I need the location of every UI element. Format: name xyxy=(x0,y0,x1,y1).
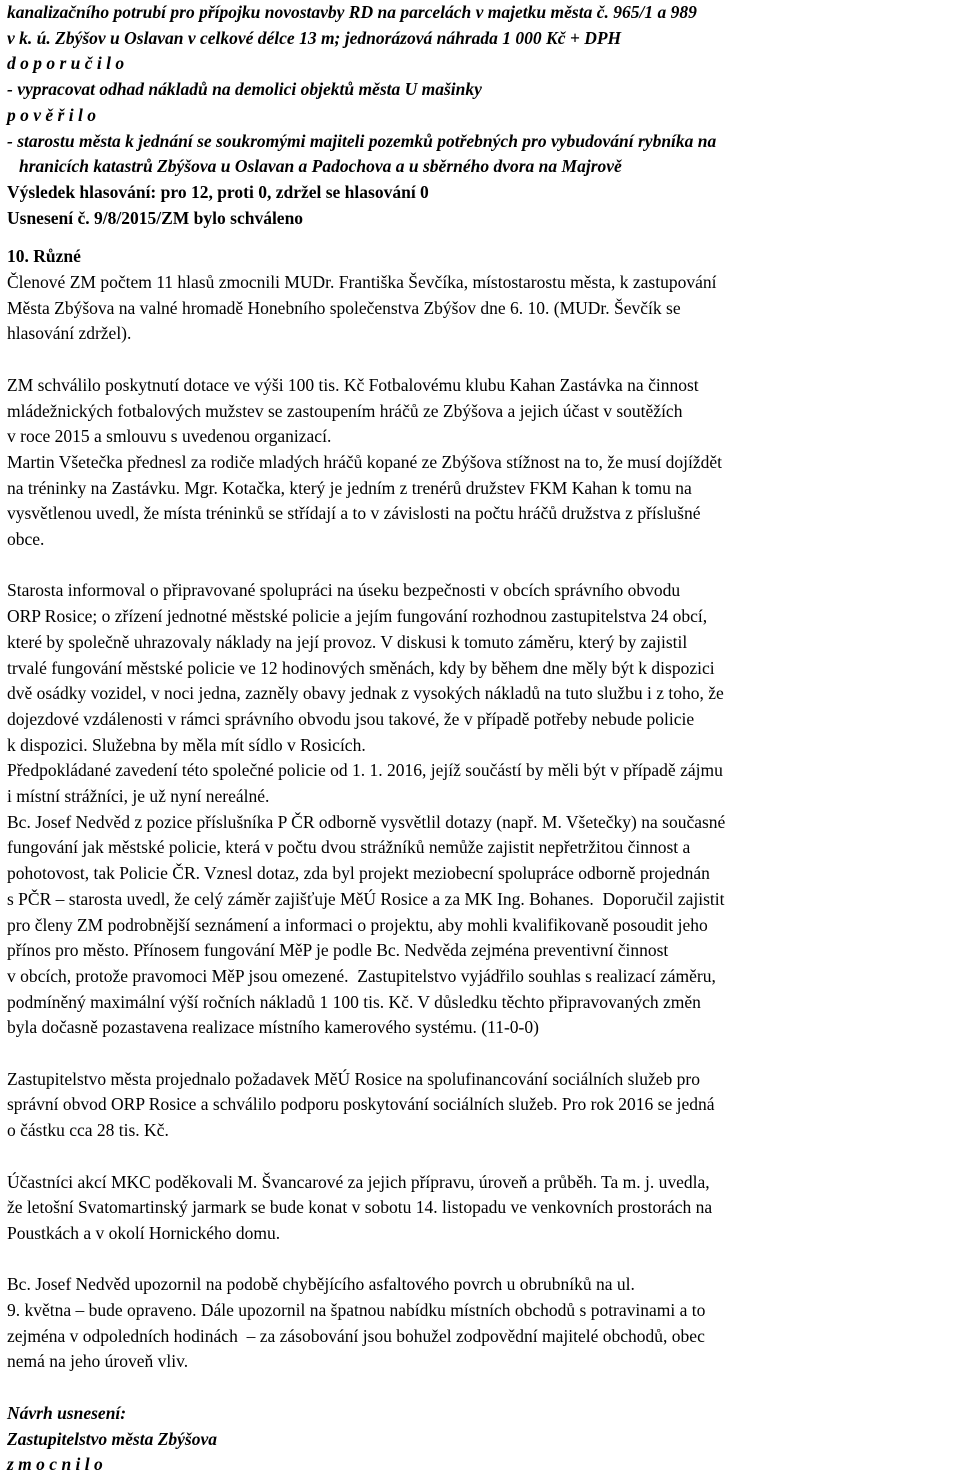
text-line: vysvětlenou uvedl, že místa tréninků se střídají a to v závislosti na počtu hráčů družstva z příslušné xyxy=(7,503,701,524)
intro-line: - starostu města k jednání se soukromými majiteli pozemků potřebných pro vybudování rybníka na xyxy=(7,130,717,151)
text-line: mládežnických fotbalových mužstev se zastoupením hráčů ze Zbýšova a jejich účast v soutěžích xyxy=(7,400,683,421)
text-line: správní obvod ORP Rosice a schválilo podporu poskytování sociálních služeb. Pro rok 2016 se jedná xyxy=(7,1094,715,1115)
text-line: dvě osádky vozidel, v noci jedna, zazněly obavy jednak z vysokých nákladů na tuto službu i z toho, že xyxy=(7,683,724,704)
resolution-proposal xyxy=(7,1401,955,1478)
text-line: fungování jak městské policie, která v počtu dvou strážníků nemůže zajistit nepřetržitou činnost a xyxy=(7,837,691,858)
paragraph xyxy=(7,578,955,1041)
text-line: Bc. Josef Nedvěd z pozice příslušníka P ČR odborně vysvětlil dotazy (např. M. Všetečky) na současné xyxy=(7,811,726,832)
text-line: Martin Všetečka přednesl za rodiče mladých hráčů kopané ze Zbýšova stížnost na to, že musí dojíždět xyxy=(7,451,722,472)
paragraph xyxy=(7,1170,955,1247)
text-line: ZM schválilo poskytnutí dotace ve výši 100 tis. Kč Fotbalovému klubu Kahan Zastávka na činnost xyxy=(7,374,699,395)
text-line: v roce 2015 a smlouvu s uvedenou organizací. xyxy=(7,426,332,447)
text-line: Členové ZM počtem 11 hlasů zmocnili MUDr. Františka Ševčíka, místostarostu města, k zastupování xyxy=(7,272,717,293)
intro-line: d o p o r u č i l o xyxy=(7,53,125,74)
text-line: nemá na jeho úroveň vliv. xyxy=(7,1351,189,1372)
text-line: které by společně uhrazovaly náklady na její provoz. V diskusi k tomuto záměru, který by zajistil xyxy=(7,631,688,652)
text-line: Předpokládané zavedení této společné policie od 1. 1. 2016, jejíž součástí by měli být v případě zájmu xyxy=(7,760,723,781)
text-line: na tréninky na Zastávku. Mgr. Kotačka, který je jedním z trenérů družstev FKM Kahan k tomu na xyxy=(7,477,692,498)
spacer xyxy=(7,347,955,373)
proposal-subject: Zastupitelstvo města Zbýšova xyxy=(7,1428,217,1449)
text-line: že letošní Svatomartinský jarmark se bude konat v sobotu 14. listopadu ve venkovních prostorách na xyxy=(7,1197,713,1218)
text-line: podmíněný maximální výší ročních nákladů 1 100 tis. Kč. V důsledku těchto připravovaných změn xyxy=(7,991,701,1012)
text-line: Města Zbýšova na valné hromadě Honebního společenstva Zbýšov dne 6. 10. (MUDr. Ševčík se xyxy=(7,297,681,318)
spacer xyxy=(7,1144,955,1170)
intro-line: kanalizačního potrubí pro přípojku novostavby RD na parcelách v majetku města č. 965/1 a 989 xyxy=(7,2,697,22)
intro-block xyxy=(7,0,955,180)
text-line: Poustkách a v okolí Hornického domu. xyxy=(7,1222,281,1243)
text-line: ORP Rosice; o zřízení jednotné městské policie a jejím fungování rozhodnou zastupitelstva 24 obcí, xyxy=(7,606,708,627)
proposal-heading: Návrh usnesení: xyxy=(7,1402,127,1423)
text-line: Starosta informoval o připravované spolupráci na úseku bezpečnosti v obcích správního obvodu xyxy=(7,580,681,601)
text-line: pohotovost, tak Policie ČR. Vznesl dotaz, zda byl projekt meziobecní spolupráce odborně projednán xyxy=(7,863,710,884)
text-line: s PČR – starosta uvedl, že celý záměr zajišťuje MěÚ Rosice a za MK Ing. Bohanes. Doporučil zajistit xyxy=(7,888,725,909)
text-line: pro členy ZM podrobnější seznámení a informaci o projektu, aby mohli kvalifikovaně posoudit jeho xyxy=(7,914,708,935)
spacer xyxy=(7,231,955,244)
section-heading: 10. Různé xyxy=(7,246,81,267)
text-line: hlasování zdržel). xyxy=(7,323,132,344)
text-line: i místní strážníci, je už nyní nereálné. xyxy=(7,786,270,807)
text-line: trvalé fungování městské policie ve 12 hodinových směnách, kdy by během dne měly být k dispozici xyxy=(7,657,715,678)
intro-line: - vypracovat odhad nákladů na demolici objektů města U mašinky xyxy=(7,79,482,100)
spacer xyxy=(7,1247,955,1273)
intro-line: hranicích katastrů Zbýšova u Oslavan a Padochova a u sběrného dvora na Majrově xyxy=(19,156,622,177)
spacer xyxy=(7,553,955,579)
text-line: k dispozici. Služebna by měla mít sídlo v Rosicích. xyxy=(7,734,366,755)
paragraph xyxy=(7,373,955,553)
text-line: dojezdové vzdálenosti v rámci správního obvodu jsou takové, že v případě potřeby nebude policie xyxy=(7,708,695,729)
text-line: v obcích, protože pravomoci MěP jsou omezené. Zastupitelstvo vyjádřilo souhlas s realizací záměru, xyxy=(7,965,716,986)
text-line: Zastupitelstvo města projednalo požadavek MěÚ Rosice na spolufinancování sociálních služeb pro xyxy=(7,1068,701,1089)
text-line: 9. května – bude opraveno. Dále upozornil na špatnou nabídku místních obchodů s potravinami a to xyxy=(7,1300,706,1321)
text-line: zejména v odpoledních hodinách – za zásobování jsou bohužel zodpovědní majitelé obchodů, obec xyxy=(7,1325,705,1346)
resolution-status: Usnesení č. 9/8/2015/ZM bylo schváleno xyxy=(7,207,304,228)
text-line: byla dočasně pozastavena realizace místního kamerového systému. (11-0-0) xyxy=(7,1017,539,1038)
paragraph xyxy=(7,1272,955,1375)
spacer xyxy=(7,1041,955,1067)
document-page xyxy=(7,0,955,1478)
intro-line: p o v ě ř i l o xyxy=(7,104,96,125)
text-line: Účastníci akcí MKC poděkovali M. Švancarové za jejich přípravu, úroveň a průběh. Ta m. j. uvedla, xyxy=(7,1171,710,1192)
text-line: obce. xyxy=(7,529,45,550)
text-line: Bc. Josef Nedvěd upozornil na podobě chybějícího asfaltového povrch u obrubníků na ul. xyxy=(7,1274,635,1295)
text-line: o částku cca 28 tis. Kč. xyxy=(7,1120,169,1141)
intro-line: v k. ú. Zbýšov u Oslavan v celkové délce 13 m; jednorázová náhrada 1 000 Kč + DPH xyxy=(7,27,622,48)
proposal-verb: z m o c n i l o xyxy=(7,1454,103,1475)
paragraph xyxy=(7,270,955,347)
spacer xyxy=(7,1375,955,1401)
vote-result: Výsledek hlasování: pro 12, proti 0, zdržel se hlasování 0 xyxy=(7,181,429,202)
text-line: přínos pro město. Přínosem fungování MěP je podle Bc. Nedvěda zejména preventivní činnost xyxy=(7,940,669,961)
paragraph xyxy=(7,1067,955,1144)
